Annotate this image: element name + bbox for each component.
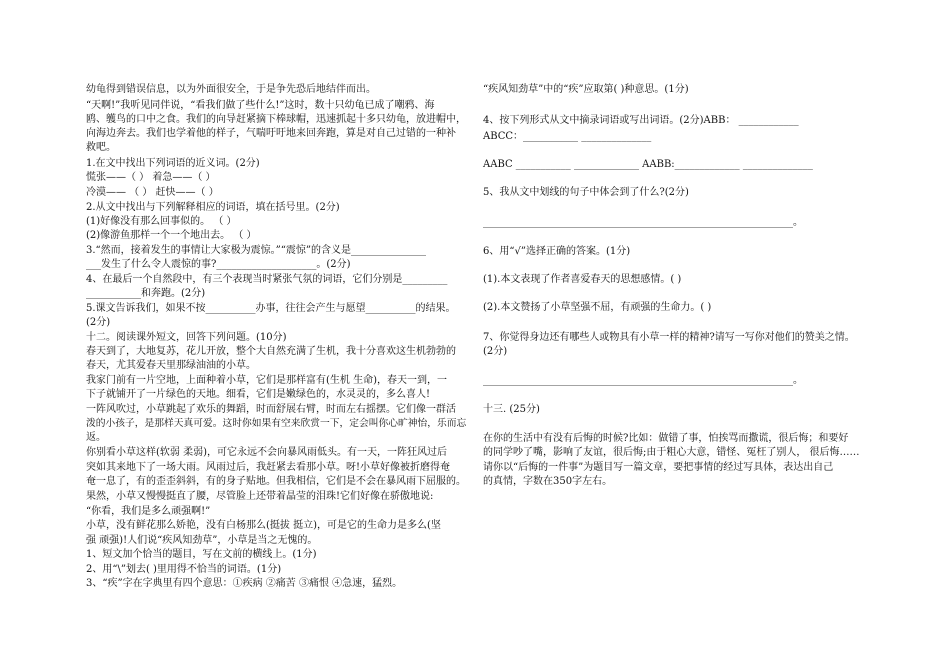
left-line-31: 小草，没有鲜花那么娇艳，没有白杨那么(挺拔 挺立)，可是它的生命力是多么(坚	[86, 520, 441, 531]
right-line-9: (2).本文赞扬了小草坚强不屈，有顽强的生命力。( )	[483, 302, 712, 313]
left-line-34: 2、用“\”划去( )里用得不恰当的词语。(1分)	[86, 564, 282, 575]
right-line-16: 请你以“后悔的一件事”为题目写一篇文章，要把事情的经过写具体，表达出自己	[483, 462, 834, 473]
left-line-19: 春天到了，大地复苏，花儿开放，整个大自然充满了生机，我十分喜欢这生机勃勃的	[86, 346, 456, 357]
left-line-7: 慌张——（ ） 着急——（ ）	[86, 172, 216, 183]
left-line-8: 冷漠—— （ ） 赶快——（ ）	[86, 187, 219, 198]
left-line-28: 奄一息了，有的歪歪斜斜，有的身子贴地。但我相信，它们是不会在暴风雨下屈服的。	[86, 476, 466, 487]
right-line-14: 在你的生活中有没有后悔的时候?比如：做错了事，怕挨骂而撒谎，很后悔；和要好	[483, 433, 849, 444]
left-line-30: “你看，我们是多么顽强啊!”	[86, 506, 211, 517]
left-line-32: 强 顽强)!人们说“疾风知劲草”，小草是当之无愧的。	[86, 535, 318, 546]
left-line-20: 春天，尤其爱春天里那绿油油的小草。	[86, 360, 256, 371]
right-line-8: (1).本文表现了作者喜爱春天的思想感情。( )	[483, 274, 682, 285]
right-line-5: 5、我从文中划线的句子中体会到了什么?(2分)	[483, 187, 689, 198]
left-line-21: 我家门前有一片空地，上面种着小草，它们是那样富有(生机 生命)，春天一到，一	[86, 375, 447, 386]
left-line-12: 3.“然而，接着发生的事情让大家极为震惊。”“震惊”的含义是_______________	[86, 245, 426, 256]
left-line-23: 一阵风吹过，小草跳起了欢乐的舞蹈，时而舒展右臂，时而左右摇摆。它们像一群活	[86, 404, 456, 415]
left-line-14: 4、在最后一个自然段中，有三个表现当时紧张气氛的词语，它们分别是_________	[86, 274, 448, 285]
left-line-9: 2.从文中找出与下列解释相应的词语，填在括号里。(2分)	[86, 202, 340, 213]
left-line-3: 鸥、鹱鸟的口中之食。我们的向导赶紧摘下棒球帽，迅速抓起十多只幼龟，放进帽中，	[86, 114, 466, 125]
right-line-13: 十三. (25分)	[483, 404, 540, 415]
right-line-4: AABC ___________ _____________ AABB:_____________ ______________	[483, 159, 813, 170]
left-line-27: 突如其来地下了一场大雨。风雨过后，我赶紧去看那小草。呀!小草好像被折磨得奄	[86, 462, 451, 473]
left-line-26: 你别看小草这样(软弱 柔弱)，可它永远不会向暴风雨低头。有一天，一阵狂风过后	[86, 447, 447, 458]
right-line-12: ______________________________________________________________。	[483, 375, 803, 386]
right-line-1: “疾风知劲草”中的“疾”应取第( )种意思。(1分)	[483, 84, 689, 95]
left-line-24: 泼的小孩子，是那样天真可爱。这时你如果有空来欣赏一下，定会叫你心旷神怡，乐而忘	[86, 418, 467, 429]
left-line-35: 3、“疾”字在字典里有四个意思：①疾病 ②痛苦 ③痛恨 ④急速，猛烈。	[86, 578, 403, 589]
left-line-15: ___________和奔跑。(2分)	[86, 288, 206, 299]
left-line-2: “天啊!”我听见同伴说，“看我们做了些什么!”这时，数十只幼龟已成了嘲鸦、海	[86, 100, 435, 111]
left-line-10: (1)好像没有那么回事似的。 （ ）	[86, 216, 237, 227]
left-line-22: 下子就铺开了一片绿色的天地。细看，它们是嫩绿色的，水灵灵的，多么喜人!	[86, 389, 431, 400]
left-line-17: (2分)	[86, 317, 111, 328]
right-line-17: 的真情，字数在350字左右。	[483, 476, 613, 487]
right-line-2: 4、按下列形式从文中摘录词语或写出词语。(2分)ABB： ____________	[483, 115, 799, 126]
left-line-6: 1.在文中找出下列词语的近义词。(2分)	[86, 158, 260, 169]
left-line-25: 返。	[86, 432, 106, 443]
left-line-4: 向海边奔去。我们也学着他的样子，气喘吁吁地来回奔跑，算是对自己过错的一种补	[86, 128, 456, 139]
right-line-15: 的同学吵了嘴，影响了友谊，很后悔;由于粗心大意，错怪、冤枉了别人， 很后悔……	[483, 447, 860, 458]
left-line-1: 幼龟得到错误信息，以为外面很安全，于是争先恐后地结伴而出。	[86, 84, 376, 95]
right-line-11: (2分)	[483, 346, 508, 357]
left-line-13: ___发生了什么令人震惊的事?____________________。(2分)	[86, 259, 351, 270]
left-line-33: 1、短文加个恰当的题目，写在文前的横线上。(1分)	[86, 549, 317, 560]
left-line-5: 救吧。	[86, 142, 116, 153]
left-line-18: 十二。阅读课外短文，回答下列问题。(10分)	[86, 332, 287, 343]
left-line-11: (2)像游鱼那样一个一个地出去。 （ ）	[86, 230, 257, 241]
right-line-10: 7、你觉得身边还有哪些人或物具有小草一样的精神?请写一写你对他们的赞美之情。	[483, 332, 855, 343]
left-line-16: 5.课文告诉我们，如果不按__________办事，往往会产生与愿望__________的结果。	[86, 303, 456, 314]
right-line-6: ______________________________________________________________。	[483, 217, 803, 228]
left-line-29: 果然，小草又慢慢挺直了腰，尽管脸上还带着晶莹的泪珠!它们好像在骄傲地说:	[86, 491, 434, 502]
right-line-3: ABCC：___________ ______________	[483, 131, 652, 142]
right-line-7: 6、用“√”选择正确的答案。(1分)	[483, 246, 631, 257]
